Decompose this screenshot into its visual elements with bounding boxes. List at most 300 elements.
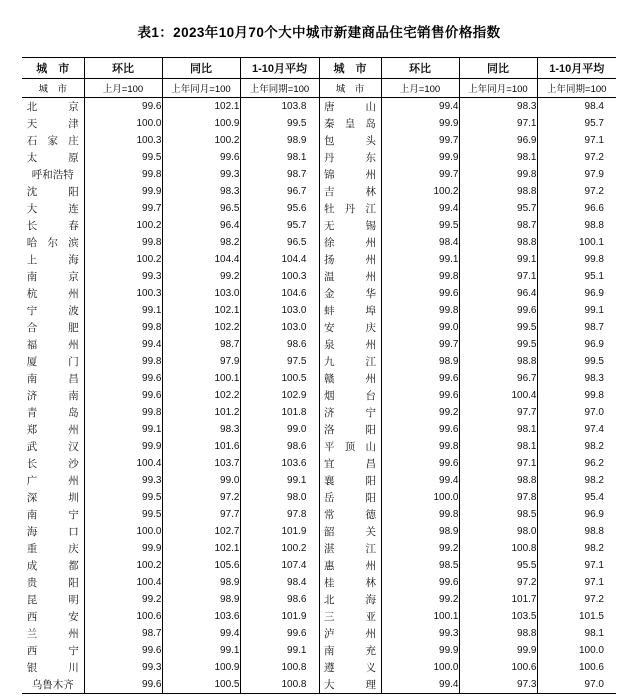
cell-yoy-right: 98.8 [459, 183, 537, 200]
cell-yoy-right: 98.5 [459, 506, 537, 523]
table-row [22, 574, 616, 591]
cell-avg-left: 98.6 [240, 438, 319, 455]
city-label: 合肥 [26, 322, 79, 334]
cell-mom-right: 99.2 [381, 540, 459, 557]
cell-yoy-left: 103.6 [162, 608, 240, 625]
cell-city-left [22, 115, 84, 132]
cell-mom-right: 99.8 [381, 302, 459, 319]
cell-yoy-left: 99.2 [162, 268, 240, 285]
cell-yoy-right: 97.7 [459, 404, 537, 421]
cell-yoy-right: 98.8 [459, 234, 537, 251]
cell-mom-right: 100.1 [381, 608, 459, 625]
cell-yoy-right: 99.8 [459, 166, 537, 183]
cell-avg-left: 100.8 [240, 659, 319, 676]
table-row [22, 387, 616, 404]
cell-city-right [319, 336, 381, 353]
city-label: 常德 [324, 509, 376, 521]
table-row [22, 625, 616, 642]
cell-yoy-left: 104.4 [162, 251, 240, 268]
cell-yoy-left: 98.3 [162, 421, 240, 438]
cell-yoy-left: 99.4 [162, 625, 240, 642]
cell-city-left [22, 387, 84, 404]
cell-avg-left: 99.1 [240, 642, 319, 659]
header-row-main [22, 58, 616, 79]
cell-avg-left: 98.0 [240, 489, 319, 506]
cell-avg-left: 102.9 [240, 387, 319, 404]
table-row [22, 642, 616, 659]
cell-yoy-left: 98.2 [162, 234, 240, 251]
cell-avg-right: 97.4 [537, 421, 616, 438]
cell-yoy-left: 97.9 [162, 353, 240, 370]
cell-avg-left: 99.1 [240, 472, 319, 489]
cell-yoy-right: 98.8 [459, 625, 537, 642]
cell-avg-right: 96.9 [537, 285, 616, 302]
cell-yoy-left: 102.7 [162, 523, 240, 540]
cell-avg-right: 100.1 [537, 234, 616, 251]
cell-mom-right: 99.6 [381, 574, 459, 591]
cell-avg-right: 95.4 [537, 489, 616, 506]
header-mom-left: 环比 [84, 58, 162, 79]
cell-mom-left: 100.4 [84, 455, 162, 472]
cell-city-right [319, 659, 381, 676]
cell-city-right [319, 523, 381, 540]
cell-avg-right: 98.8 [537, 217, 616, 234]
table-row [22, 234, 616, 251]
cell-mom-right: 99.9 [381, 149, 459, 166]
header-avg-right: 1-10月平均 [537, 58, 616, 79]
cell-mom-left: 100.0 [84, 115, 162, 132]
table-row [22, 183, 616, 200]
table-row [22, 370, 616, 387]
city-label: 韶关 [324, 526, 376, 538]
city-label: 烟台 [324, 390, 376, 402]
cell-avg-left: 97.8 [240, 506, 319, 523]
cell-avg-left: 95.7 [240, 217, 319, 234]
cell-city-left [22, 234, 84, 251]
cell-city-left [22, 608, 84, 625]
table-row [22, 217, 616, 234]
cell-yoy-left: 98.7 [162, 336, 240, 353]
city-label: 遵义 [324, 662, 376, 674]
subheader-mom-left: 上月=100 [84, 79, 162, 98]
cell-mom-left: 99.6 [84, 370, 162, 387]
table-container [0, 57, 638, 694]
cell-mom-right: 99.4 [381, 98, 459, 116]
table-row [22, 149, 616, 166]
cell-mom-left: 99.6 [84, 98, 162, 116]
cell-mom-left: 99.8 [84, 404, 162, 421]
cell-mom-right: 98.9 [381, 523, 459, 540]
cell-city-left [22, 574, 84, 591]
cell-city-right [319, 200, 381, 217]
table-row [22, 319, 616, 336]
city-label: 湛江 [324, 543, 376, 555]
cell-mom-right: 99.7 [381, 336, 459, 353]
cell-yoy-left: 102.1 [162, 98, 240, 116]
subheader-yoy-left: 上年同月=100 [162, 79, 240, 98]
cell-mom-right: 99.2 [381, 404, 459, 421]
table-row [22, 676, 616, 694]
cell-city-left [22, 336, 84, 353]
cell-mom-left: 100.2 [84, 217, 162, 234]
cell-city-right [319, 455, 381, 472]
cell-yoy-left: 103.7 [162, 455, 240, 472]
city-label: 无锡 [324, 220, 376, 232]
cell-yoy-right: 99.5 [459, 336, 537, 353]
cell-mom-right: 98.5 [381, 557, 459, 574]
cell-mom-right: 99.9 [381, 115, 459, 132]
cell-city-left [22, 132, 84, 149]
cell-mom-right: 100.0 [381, 489, 459, 506]
cell-avg-left: 95.6 [240, 200, 319, 217]
city-label: 哈尔滨 [26, 237, 79, 249]
table-row [22, 438, 616, 455]
cell-yoy-left: 100.1 [162, 370, 240, 387]
cell-city-right [319, 625, 381, 642]
cell-city-left [22, 591, 84, 608]
cell-city-right [319, 183, 381, 200]
cell-mom-left: 100.2 [84, 251, 162, 268]
cell-city-left [22, 642, 84, 659]
cell-mom-right: 99.8 [381, 506, 459, 523]
cell-mom-left: 100.0 [84, 523, 162, 540]
table-row [22, 251, 616, 268]
city-label: 惠州 [324, 560, 376, 572]
city-label: 宜昌 [324, 458, 376, 470]
cell-yoy-left: 101.6 [162, 438, 240, 455]
table-row [22, 557, 616, 574]
cell-avg-left: 98.7 [240, 166, 319, 183]
city-label: 桂林 [324, 577, 376, 589]
cell-avg-right: 97.9 [537, 166, 616, 183]
cell-avg-right: 97.0 [537, 404, 616, 421]
cell-city-left [22, 404, 84, 421]
cell-avg-right: 98.3 [537, 370, 616, 387]
cell-avg-left: 104.4 [240, 251, 319, 268]
cell-city-left [22, 319, 84, 336]
cell-city-right [319, 353, 381, 370]
subheader-avg-right: 上年同期=100 [537, 79, 616, 98]
cell-mom-right: 99.0 [381, 319, 459, 336]
cell-city-left [22, 217, 84, 234]
table-row [22, 268, 616, 285]
cell-yoy-right: 98.1 [459, 438, 537, 455]
cell-avg-right: 96.2 [537, 455, 616, 472]
cell-city-left [22, 200, 84, 217]
cell-mom-right: 99.4 [381, 200, 459, 217]
cell-mom-right: 99.6 [381, 370, 459, 387]
cell-avg-right: 99.1 [537, 302, 616, 319]
table-row [22, 489, 616, 506]
city-label: 南充 [324, 645, 376, 657]
header-yoy-right: 同比 [459, 58, 537, 79]
table-row [22, 455, 616, 472]
cell-avg-left: 103.0 [240, 302, 319, 319]
cell-mom-left: 99.3 [84, 659, 162, 676]
cell-mom-right: 99.4 [381, 472, 459, 489]
cell-mom-right: 99.7 [381, 166, 459, 183]
cell-yoy-left: 99.3 [162, 166, 240, 183]
city-label: 西宁 [26, 645, 79, 657]
cell-yoy-left: 99.1 [162, 642, 240, 659]
city-label: 厦门 [26, 356, 79, 368]
cell-yoy-left: 97.2 [162, 489, 240, 506]
city-label: 南京 [26, 271, 79, 283]
city-label: 昆明 [26, 594, 79, 606]
cell-avg-left: 107.4 [240, 557, 319, 574]
cell-yoy-right: 103.5 [459, 608, 537, 625]
city-label: 重庆 [26, 543, 79, 555]
cell-city-right [319, 421, 381, 438]
cell-yoy-right: 97.8 [459, 489, 537, 506]
cell-city-right [319, 438, 381, 455]
cell-avg-right: 98.2 [537, 540, 616, 557]
city-label: 乌鲁木齐 [31, 679, 74, 691]
table-row [22, 200, 616, 217]
city-label: 洛阳 [324, 424, 376, 436]
cell-yoy-left: 96.4 [162, 217, 240, 234]
cell-mom-left: 99.1 [84, 302, 162, 319]
table-row [22, 591, 616, 608]
city-label: 太原 [26, 152, 79, 164]
city-label: 石家庄 [26, 135, 79, 147]
cell-yoy-right: 98.0 [459, 523, 537, 540]
cell-city-right [319, 285, 381, 302]
city-label: 福州 [26, 339, 79, 351]
cell-city-right [319, 591, 381, 608]
cell-avg-left: 103.6 [240, 455, 319, 472]
cell-yoy-left: 100.9 [162, 659, 240, 676]
cell-avg-right: 98.1 [537, 625, 616, 642]
table-row [22, 506, 616, 523]
cell-city-left [22, 506, 84, 523]
city-label: 锦州 [324, 169, 376, 181]
cell-city-right [319, 676, 381, 694]
cell-avg-right: 100.0 [537, 642, 616, 659]
cell-avg-left: 98.6 [240, 591, 319, 608]
cell-mom-right: 99.3 [381, 625, 459, 642]
cell-city-left [22, 438, 84, 455]
city-label: 宁波 [26, 305, 79, 317]
table-row [22, 523, 616, 540]
cell-yoy-left: 98.9 [162, 591, 240, 608]
subheader-avg-left: 上年同期=100 [240, 79, 319, 98]
cell-mom-left: 99.5 [84, 489, 162, 506]
cell-yoy-right: 99.9 [459, 642, 537, 659]
price-index-table [22, 57, 616, 694]
cell-yoy-right: 97.1 [459, 268, 537, 285]
cell-avg-right: 97.2 [537, 591, 616, 608]
cell-city-right [319, 302, 381, 319]
cell-avg-left: 101.9 [240, 608, 319, 625]
city-label: 安庆 [324, 322, 376, 334]
cell-yoy-left: 98.9 [162, 574, 240, 591]
cell-yoy-left: 98.3 [162, 183, 240, 200]
city-label: 北京 [26, 101, 79, 113]
cell-yoy-right: 100.4 [459, 387, 537, 404]
cell-avg-right: 98.8 [537, 523, 616, 540]
cell-mom-right: 99.1 [381, 251, 459, 268]
city-label: 武汉 [26, 441, 79, 453]
cell-city-left [22, 489, 84, 506]
table-row [22, 115, 616, 132]
cell-city-left [22, 166, 84, 183]
cell-mom-left: 99.5 [84, 149, 162, 166]
cell-yoy-right: 99.5 [459, 319, 537, 336]
cell-mom-left: 100.2 [84, 557, 162, 574]
cell-mom-right: 99.2 [381, 591, 459, 608]
cell-mom-right: 98.4 [381, 234, 459, 251]
cell-city-right [319, 115, 381, 132]
cell-mom-left: 100.3 [84, 285, 162, 302]
cell-city-left [22, 183, 84, 200]
cell-avg-right: 97.2 [537, 183, 616, 200]
cell-yoy-left: 100.9 [162, 115, 240, 132]
subheader-city-left: 城 市 [22, 79, 84, 98]
cell-avg-left: 101.9 [240, 523, 319, 540]
city-label: 平顶山 [324, 441, 376, 453]
table-row [22, 472, 616, 489]
cell-avg-left: 103.8 [240, 98, 319, 116]
city-label: 三亚 [324, 611, 376, 623]
cell-city-left [22, 98, 84, 116]
table-body [22, 98, 616, 694]
city-label: 杭州 [26, 288, 79, 300]
city-label: 扬州 [324, 254, 376, 266]
cell-mom-left: 99.9 [84, 183, 162, 200]
city-label: 济南 [26, 390, 79, 402]
cell-yoy-left: 105.6 [162, 557, 240, 574]
cell-mom-right: 100.0 [381, 659, 459, 676]
cell-mom-right: 99.7 [381, 132, 459, 149]
city-label: 九江 [324, 356, 376, 368]
cell-avg-right: 97.1 [537, 132, 616, 149]
cell-city-right [319, 574, 381, 591]
page-title: 表1：2023年10月70个大中城市新建商品住宅销售价格指数 [137, 25, 501, 40]
cell-avg-right: 97.1 [537, 557, 616, 574]
city-label: 蚌埠 [324, 305, 376, 317]
city-label: 长春 [26, 220, 79, 232]
cell-mom-left: 99.1 [84, 421, 162, 438]
cell-avg-right: 98.4 [537, 98, 616, 116]
table-row [22, 540, 616, 557]
cell-mom-right: 99.6 [381, 285, 459, 302]
cell-yoy-left: 97.7 [162, 506, 240, 523]
cell-city-right [319, 132, 381, 149]
cell-mom-right: 99.6 [381, 387, 459, 404]
cell-mom-left: 99.6 [84, 387, 162, 404]
cell-avg-left: 97.5 [240, 353, 319, 370]
cell-avg-left: 98.1 [240, 149, 319, 166]
cell-mom-right: 99.5 [381, 217, 459, 234]
cell-city-left [22, 625, 84, 642]
city-label: 深圳 [26, 492, 79, 504]
subheader-yoy-right: 上年同月=100 [459, 79, 537, 98]
cell-mom-left: 99.2 [84, 591, 162, 608]
cell-city-right [319, 472, 381, 489]
cell-yoy-left: 103.0 [162, 285, 240, 302]
cell-avg-left: 100.5 [240, 370, 319, 387]
city-label: 赣州 [324, 373, 376, 385]
city-label: 兰州 [26, 628, 79, 640]
cell-mom-right: 99.4 [381, 676, 459, 694]
cell-avg-right: 100.6 [537, 659, 616, 676]
cell-yoy-right: 98.1 [459, 421, 537, 438]
table-row [22, 166, 616, 183]
cell-mom-left: 99.9 [84, 438, 162, 455]
cell-avg-left: 98.9 [240, 132, 319, 149]
city-label: 南昌 [26, 373, 79, 385]
cell-avg-right: 98.7 [537, 319, 616, 336]
cell-yoy-left: 100.5 [162, 676, 240, 694]
cell-yoy-right: 96.9 [459, 132, 537, 149]
table-row [22, 302, 616, 319]
cell-yoy-left: 102.2 [162, 387, 240, 404]
header-row-sub [22, 79, 616, 98]
cell-avg-left: 100.3 [240, 268, 319, 285]
cell-yoy-right: 95.5 [459, 557, 537, 574]
city-label: 成都 [26, 560, 79, 572]
cell-avg-left: 98.6 [240, 336, 319, 353]
cell-avg-left: 103.0 [240, 319, 319, 336]
cell-mom-right: 99.8 [381, 438, 459, 455]
city-label: 泉州 [324, 339, 376, 351]
table-head [22, 58, 616, 98]
cell-mom-left: 100.6 [84, 608, 162, 625]
cell-avg-right: 99.5 [537, 353, 616, 370]
table-row [22, 353, 616, 370]
cell-city-left [22, 251, 84, 268]
cell-avg-left: 104.6 [240, 285, 319, 302]
city-label: 西安 [26, 611, 79, 623]
city-label: 海口 [26, 526, 79, 538]
cell-city-right [319, 540, 381, 557]
cell-mom-left: 99.5 [84, 506, 162, 523]
city-label: 南宁 [26, 509, 79, 521]
cell-city-right [319, 489, 381, 506]
cell-city-left [22, 557, 84, 574]
cell-city-left [22, 370, 84, 387]
cell-yoy-right: 97.1 [459, 455, 537, 472]
city-label: 大连 [26, 203, 79, 215]
cell-city-right [319, 319, 381, 336]
cell-mom-left: 99.7 [84, 200, 162, 217]
city-label: 郑州 [26, 424, 79, 436]
cell-yoy-right: 98.3 [459, 98, 537, 116]
city-label: 广州 [26, 475, 79, 487]
cell-mom-left: 99.6 [84, 676, 162, 694]
cell-yoy-left: 99.6 [162, 149, 240, 166]
cell-avg-right: 99.8 [537, 387, 616, 404]
cell-yoy-right: 99.1 [459, 251, 537, 268]
cell-mom-left: 99.6 [84, 642, 162, 659]
city-label: 大理 [324, 679, 376, 691]
cell-city-right [319, 506, 381, 523]
cell-city-right [319, 234, 381, 251]
table-row [22, 285, 616, 302]
cell-yoy-right: 100.8 [459, 540, 537, 557]
cell-avg-left: 100.8 [240, 676, 319, 694]
cell-yoy-left: 102.2 [162, 319, 240, 336]
cell-avg-right: 96.6 [537, 200, 616, 217]
cell-city-left [22, 659, 84, 676]
cell-yoy-right: 98.1 [459, 149, 537, 166]
city-label: 北海 [324, 594, 376, 606]
cell-city-left [22, 540, 84, 557]
cell-avg-right: 97.1 [537, 574, 616, 591]
city-label: 包头 [324, 135, 376, 147]
cell-mom-left: 99.3 [84, 472, 162, 489]
